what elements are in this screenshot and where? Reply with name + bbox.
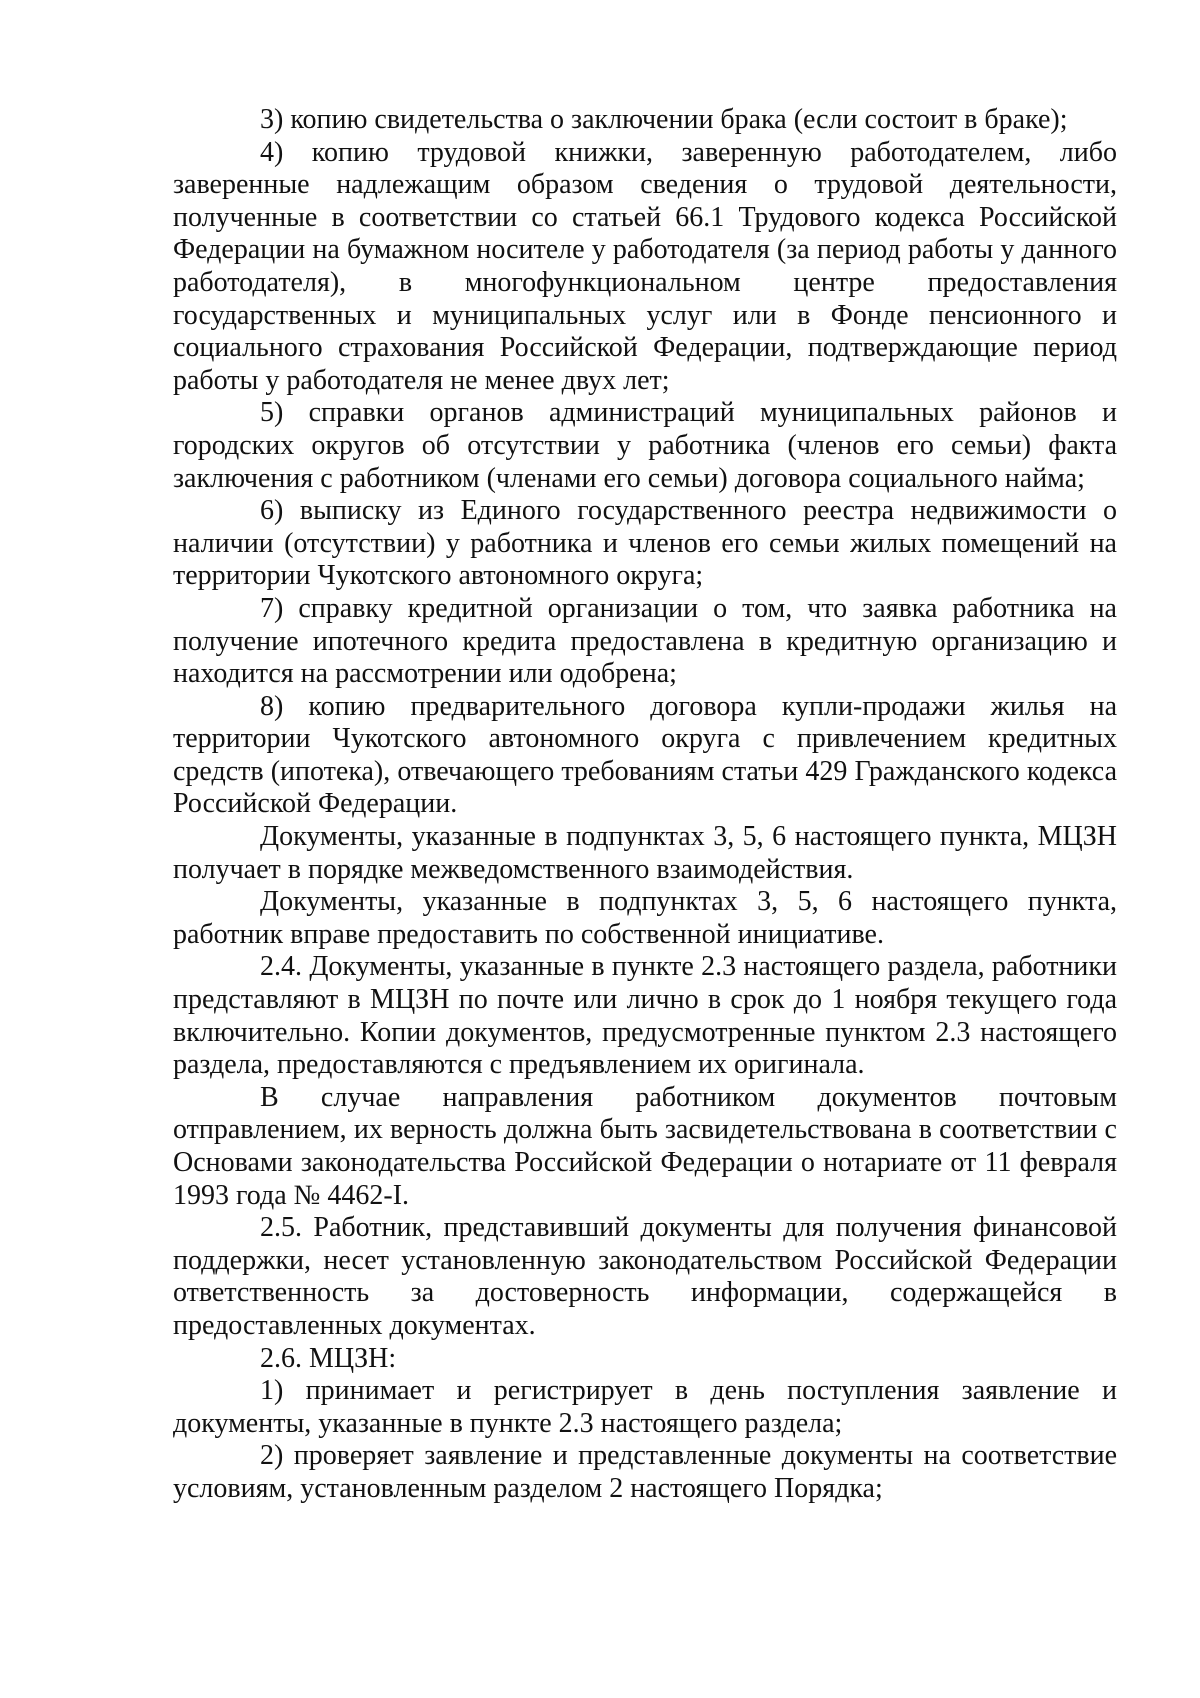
paragraph-item-3: 3) копию свидетельства о заключении брака (если состоит в браке); xyxy=(260,104,1068,135)
paragraph-item-4: 4) копию трудовой книжки, заверенную работодателем, либо заверенные надлежащим образом сведения о трудовой деятельности, полученные в соответствии со статьей 66.1 Трудового кодекса Российской Федерации на бумажном носителе у работодателя (за период работы у данного работодателя), в многофункциональном центре предоставления государственных и муниципальных услуг или в Фонде пенсионного и социального страхования Российской Федерации, подтверждающие период работы у работодателя не менее двух лет; xyxy=(173,136,1117,396)
paragraph-item-8: 8) копию предварительного договора купли-продажи жилья на территории Чукотского автономного округа с привлечением кредитных средств (ипотека), отвечающего требованиям статьи 429 Гражданского кодекса Российской Федерации. xyxy=(173,690,1117,820)
paragraph-postal-submission: В случае направления работником документов почтовым отправлением, их верность должна быть засвидетельствована в соответствии с Основами законодательства Российской Федерации о нотариате от 11 февраля 1993 года № 4462-I. xyxy=(173,1081,1117,1211)
document-page xyxy=(173,104,1117,1506)
paragraph-section-2-4: 2.4. Документы, указанные в пункте 2.3 настоящего раздела, работники представляют в МЦЗН по почте или лично в срок до 1 ноября текущего года включительно. Копии документов, предусмотренные пунктом 2.3 настоящего раздела, предоставляются с предъявлением их оригинала. xyxy=(173,951,1117,1081)
paragraph-own-initiative: Документы, указанные в подпунктах 3, 5, 6 настоящего пункта, работник вправе предоставить по собственной инициативе. xyxy=(173,886,1117,950)
paragraph-section-2-6-item-1: 1) принимает и регистрирует в день поступления заявление и документы, указанные в пункте 2.3 настоящего раздела; xyxy=(173,1375,1117,1439)
paragraph-section-2-5: 2.5. Работник, представивший документы для получения финансовой поддержки, несет установленную законодательством Российской Федерации ответственность за достоверность информации, содержащейся в предоставленных документах. xyxy=(173,1212,1117,1341)
paragraph-interagency-docs: Документы, указанные в подпунктах 3, 5, 6 настоящего пункта, МЦЗН получает в порядке межведомственного взаимодействия. xyxy=(173,821,1117,885)
paragraph-item-7: 7) справку кредитной организации о том, что заявка работника на получение ипотечного кредита предоставлена в кредитную организацию и находится на рассмотрении или одобрена; xyxy=(173,592,1117,690)
paragraph-item-6: 6) выписку из Единого государственного реестра недвижимости о наличии (отсутствии) у работника и членов его семьи жилых помещений на территории Чукотского автономного округа; xyxy=(173,495,1117,592)
paragraph-section-2-6-heading: 2.6. МЦЗН: xyxy=(260,1342,397,1374)
paragraph-item-5: 5) справки органов администраций муниципальных районов и городских округов об отсутствии у работника (членов его семьи) факта заключения с работником (членами его семьи) договора социального найма; xyxy=(173,397,1117,494)
paragraph-section-2-6-item-2: 2) проверяет заявление и представленные документы на соответствие условиям, установленным разделом 2 настоящего Порядка; xyxy=(173,1440,1117,1504)
